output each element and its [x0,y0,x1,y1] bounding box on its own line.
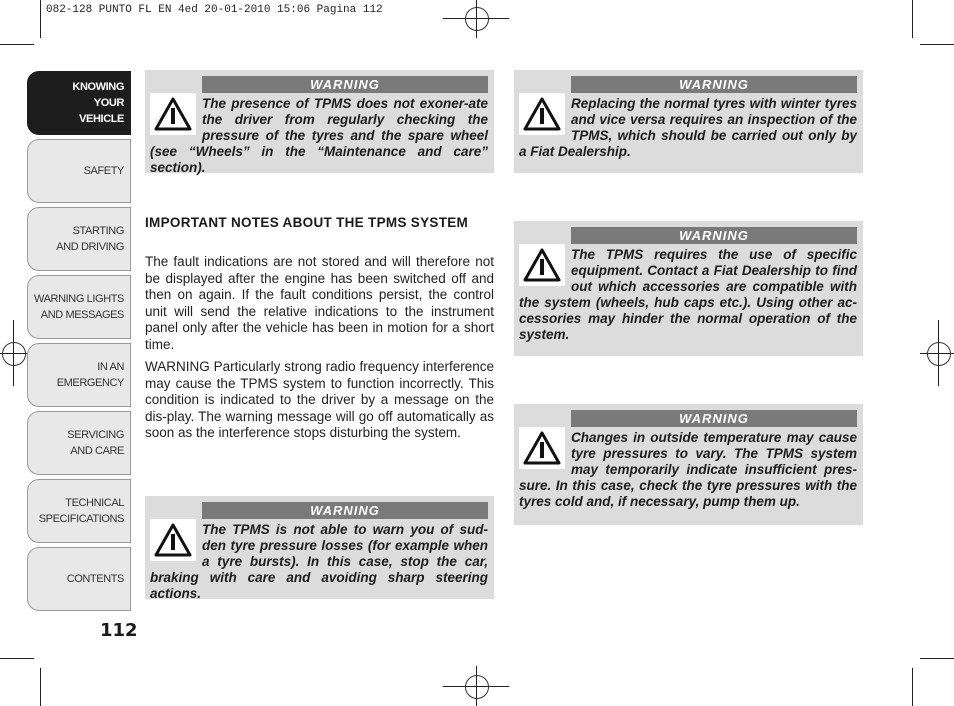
registration-mark-icon [2,342,26,366]
warning-text: Changes in outside temperature may cause tyre pressures to vary. The TPMS system may temporarily indicate insufficient pres-sure. In this case, check the tyre pressures with the tyres cold and, if necessary, pump them up. [519,430,857,509]
crop-mark [920,353,954,354]
crop-mark [912,0,913,38]
tab-warning-lights[interactable]: WARNING LIGHTS AND MESSAGES [27,275,131,339]
warning-title: WARNING [571,410,857,427]
tab-contents[interactable]: CONTENTS [27,547,131,611]
crop-mark [912,668,913,706]
page-number: 112 [100,620,138,641]
crop-mark [0,658,34,659]
registration-mark-icon [465,7,489,31]
tab-starting-and-driving[interactable]: STARTING AND DRIVING [27,207,131,271]
warning-box [514,70,863,173]
tab-knowing-your-vehicle[interactable]: KNOWING YOUR VEHICLE [27,71,131,135]
warning-box [514,221,863,356]
crop-mark [920,658,954,659]
body-paragraph: WARNING Particularly strong radio frequency interference may cause the TPMS system to function incorrectly. This condition is indicated to the driver by a message on the dis-play. The warning message will go off automatically as soon as the interference stops disturbing the system. [145,359,494,440]
warning-title: WARNING [202,502,488,519]
body-paragraph: The fault indications are not stored and will therefore not be displayed after the engine has been switched off and then on again. If the fault conditions persist, the control unit will send the relative indications to the instrument panel only after the vehicle has been in motion for a short time. [145,254,494,352]
crop-mark [476,666,477,706]
warning-title: WARNING [571,227,857,244]
warning-box [514,404,863,525]
warning-box [145,496,494,599]
warning-text: The presence of TPMS does not exoner-ate the driver from regularly checking the pressure of the tyres and the spare wheel (see “Wheels” in the “Maintenance and care” section). [150,96,488,175]
warning-triangle-icon [519,244,565,286]
warning-triangle-icon [150,93,196,135]
tab-in-an-emergency[interactable]: IN AN EMERGENCY [27,343,131,407]
warning-text: The TPMS is not able to warn you of sud-den tyre pressure losses (for example when a tyre bursts). In this case, stop the car, braking with care and avoiding sharp steering actions. [150,522,488,601]
warning-title: WARNING [571,76,857,93]
crop-mark [13,320,14,386]
warning-box [145,70,494,173]
warning-triangle-icon [519,427,565,469]
warning-text: Replacing the normal tyres with winter tyres and vice versa requires an inspection of the TPMS, which should be carried out only by a Fiat Dealership. [519,96,857,159]
crop-mark [0,44,34,45]
warning-text: The TPMS requires the use of specific equipment. Contact a Fiat Dealership to find out which accessories are compatible with the system (wheels, hub caps etc.). Using other ac-cessories may hinder the normal operation of the system. [519,247,857,342]
warning-triangle-icon [519,93,565,135]
crop-mark [476,0,477,38]
crop-mark [40,0,41,38]
crop-mark [938,320,939,386]
registration-mark-icon [465,675,489,699]
tab-servicing-and-care[interactable]: SERVICING AND CARE [27,411,131,475]
warning-title: WARNING [202,76,488,93]
tab-safety[interactable]: SAFETY [27,139,131,203]
crop-mark [920,44,954,45]
tab-technical-specifications[interactable]: TECHNICAL SPECIFICATIONS [27,479,131,543]
warning-triangle-icon [150,519,196,561]
crop-mark [40,668,41,706]
registration-mark-icon [927,342,951,366]
section-heading: IMPORTANT NOTES ABOUT THE TPMS SYSTEM [145,215,469,230]
print-header: 082-128 PUNTO FL EN 4ed 20-01-2010 15:06 Pagina 112 [46,4,383,16]
